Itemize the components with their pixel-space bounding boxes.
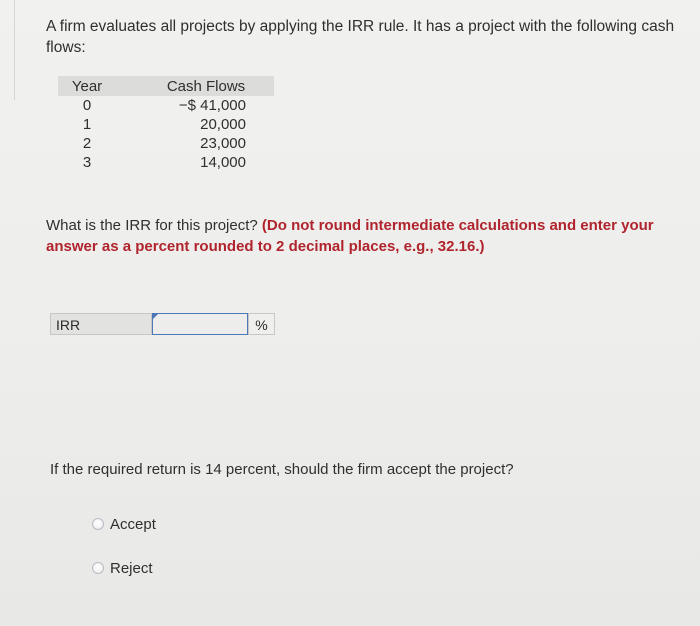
radio-reject[interactable] (92, 562, 104, 574)
year-cell: 1 (82, 116, 92, 133)
table-row (58, 134, 274, 153)
irr-question-text: What is the IRR for this project? (46, 217, 258, 234)
irr-instruction: (Do not round intermediate calculations and enter your answer as a percent rounded to 2 decimal places, e.g., 32.16.) (46, 217, 654, 255)
cashflow-table (58, 76, 274, 172)
cash-flow-cell: −$ 41,000 (178, 97, 246, 114)
active-field-marker-icon (152, 314, 158, 320)
year-cell: 3 (82, 154, 92, 171)
header-year: Year (58, 76, 116, 96)
cash-flow-cell: 23,000 (200, 135, 246, 152)
option-reject-label: Reject (110, 559, 153, 577)
year-cell: 0 (82, 97, 92, 114)
table-row (58, 153, 274, 172)
header-gap (116, 76, 138, 96)
question-intro: A firm evaluates all projects by applying the IRR rule. It has a project with the following cash flows: (46, 18, 675, 56)
option-reject[interactable] (92, 558, 153, 578)
year-cell: 2 (82, 135, 92, 152)
irr-label: IRR (50, 313, 152, 335)
option-accept-label: Accept (110, 515, 156, 533)
option-accept[interactable] (92, 514, 156, 534)
table-row (58, 115, 274, 134)
accept-question: If the required return is 14 percent, should the firm accept the project? (50, 461, 514, 478)
radio-accept[interactable] (92, 518, 104, 530)
irr-input[interactable] (152, 313, 248, 335)
table-row (58, 96, 274, 115)
irr-unit-label: % (248, 313, 275, 335)
cash-flow-cell: 14,000 (200, 154, 246, 171)
cash-flow-cell: 20,000 (200, 116, 246, 133)
irr-question (46, 215, 686, 257)
table-header-row (58, 76, 274, 96)
left-edge-divider (14, 0, 15, 100)
header-cash-flows: Cash Flows (138, 76, 274, 96)
